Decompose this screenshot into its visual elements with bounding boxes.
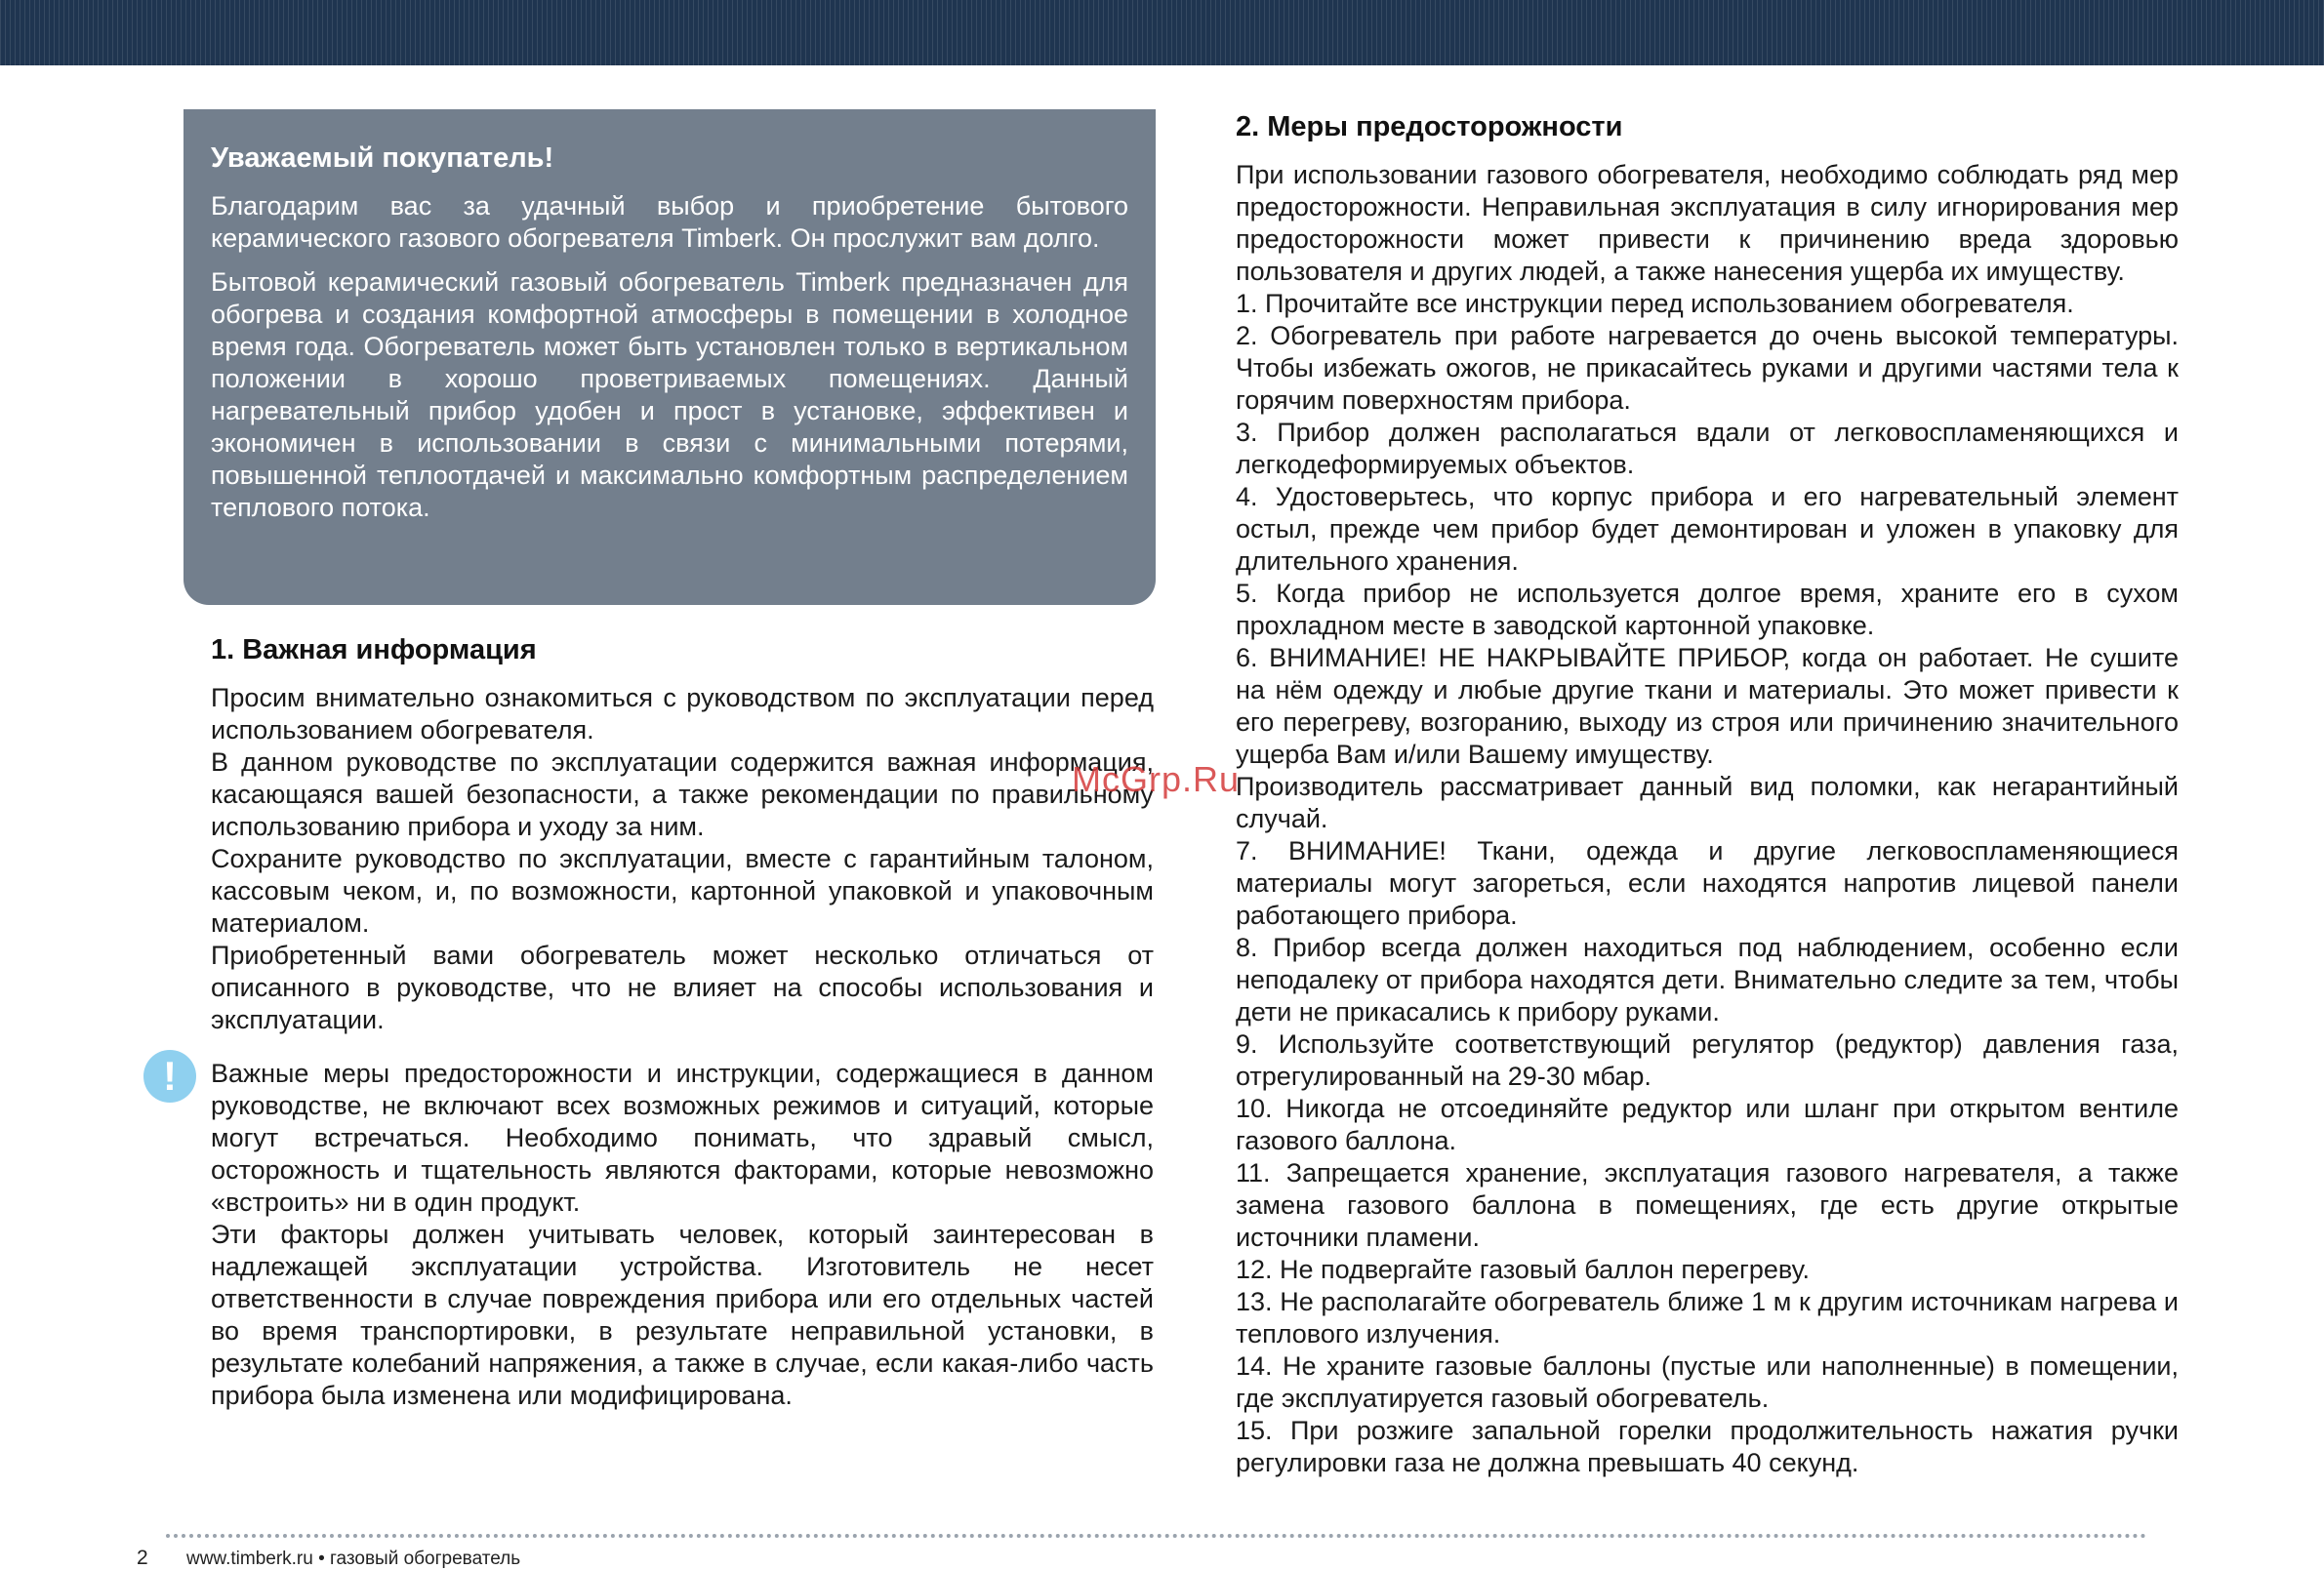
precaution-item: 2. Обогреватель при работе нагревается до очень высокой температуры. Чтобы избежать ожогов, не прикасайтесь руками и другими частями тела к горячим поверхностям прибора. <box>1236 321 2179 415</box>
section1-paragraph: Сохраните руководство по эксплуатации, вместе с гарантийным талоном, кассовым чеком, и, по возможности, картонной упаковкой и упаковочным материалом. <box>211 844 1154 938</box>
precaution-item: 14. Не храните газовые баллоны (пустые или наполненные) в помещении, где эксплуатируется газовый обогреватель. <box>1236 1351 2179 1413</box>
watermark: McGrp.Ru <box>1072 759 1241 799</box>
precaution-item: Производитель рассматривает данный вид поломки, как негарантийный случай. <box>1236 772 2179 833</box>
notice-paragraph: Важные меры предосторожности и инструкции, содержащиеся в данном руководстве, не включают всех возможных режимов и ситуаций, которые могут встречаться. Необходимо понимать, что здравый смысл, осторожность и тщательность являются факторами, которые невозможно «встроить» ни в один продукт. <box>211 1059 1154 1217</box>
section1-title: 1. Важная информация <box>211 634 537 665</box>
precaution-item: 7. ВНИМАНИЕ! Ткани, одежда и другие легковоспламеняющиеся материалы могут загореться, если находятся напротив лицевой панели работающего прибора. <box>1236 836 2179 930</box>
notice-paragraph: Эти факторы должен учитывать человек, который заинтересован в надлежащей эксплуатации устройства. Изготовитель не несет ответственности в случае повреждения прибора или его отдельных частей во время транспортировки, в результате неправильной установки, в результате колебаний напряжения, а также в случае, если какая-либо часть прибора была изменена или модифицирована. <box>211 1220 1154 1410</box>
section1-paragraph: Приобретенный вами обогреватель может несколько отличаться от описанного в руководстве, что не влияет на способы использования и эксплуатации. <box>211 941 1154 1034</box>
precaution-item: 4. Удостоверьтесь, что корпус прибора и его нагревательный элемент остыл, прежде чем прибор будет демонтирован и уложен в упаковку для длительного хранения. <box>1236 482 2179 576</box>
intro-title: Уважаемый покупатель! <box>211 142 554 174</box>
precaution-item: 3. Прибор должен располагаться вдали от легковоспламеняющихся и легкодеформируемых объектов. <box>1236 418 2179 479</box>
footer-text: www.timberk.ru • газовый обогреватель <box>185 1549 521 1569</box>
section1-notice <box>211 1058 1154 1412</box>
precaution-item: 1. Прочитайте все инструкции перед использованием обогревателя. <box>1236 289 2074 318</box>
exclamation-icon: ! <box>143 1050 196 1103</box>
precaution-item: 10. Никогда не отсоединяйте редуктор или шланг при открытом вентиле газового баллона. <box>1236 1094 2179 1155</box>
precaution-item: 13. Не располагайте обогреватель ближе 1 м к другим источникам нагрева и теплового излучения. <box>1236 1287 2179 1349</box>
page-footer <box>137 1547 520 1570</box>
section-precautions <box>1236 111 2179 1479</box>
precaution-item: 15. При розжиге запальной горелки продолжительность нажатия ручки регулировки газа не должна превышать 40 секунд. <box>1236 1416 2179 1477</box>
precaution-item: 8. Прибор всегда должен находиться под наблюдением, особенно если неподалеку от прибора находятся дети. Внимательно следите за тем, чтобы дети не прикасались к прибору руками. <box>1236 933 2179 1027</box>
precaution-item: 12. Не подвергайте газовый баллон перегреву. <box>1236 1255 1810 1284</box>
intro-paragraph: Благодарим вас за удачный выбор и приобретение бытового керамического газового обогревателя Timberk. Он прослужит вам долго. <box>211 191 1128 253</box>
section1-paragraph: В данном руководстве по эксплуатации содержится важная информация, касающаяся вашей безопасности, а также рекомендации по правильному использованию прибора и уходу за ним. <box>211 747 1154 841</box>
section2-title: 2. Меры предосторожности <box>1236 111 1623 142</box>
precaution-item: 11. Запрещается хранение, эксплуатация газового нагревателя, а также замена газового баллона в помещениях, где есть другие открытые источники пламени. <box>1236 1158 2179 1252</box>
precaution-item: 5. Когда прибор не используется долгое время, храните его в сухом прохладном месте в заводской картонной упаковке. <box>1236 579 2179 640</box>
intro-box <box>183 109 1156 605</box>
page-number: 2 <box>137 1547 148 1569</box>
precaution-item: 6. ВНИМАНИЕ! НЕ НАКРЫВАЙТЕ ПРИБОР, когда он работает. Не сушите на нём одежду и любые другие ткани и материалы. Это может привести к его перегреву, возгоранию, выходу из строя или причинению значительного ущерба Вам и/или Вашему имуществу. <box>1236 643 2179 769</box>
top-decorative-band <box>0 0 2324 65</box>
section1-paragraph: Просим внимательно ознакомиться с руководством по эксплуатации перед использованием обогревателя. <box>211 683 1154 745</box>
precaution-item: 9. Используйте соответствующий регулятор (редуктор) давления газа, отрегулированный на 29-30 мбар. <box>1236 1029 2179 1091</box>
footer-divider <box>166 1534 2147 1538</box>
section-important-info <box>211 634 1154 1036</box>
intro-paragraph: Бытовой керамический газовый обогреватель Timberk предназначен для обогрева и создания комфортной атмосферы в помещении в холодное время года. Обогреватель может быть установлен только в вертикальном положении в хорошо проветриваемых помещениях. Данный нагревательный прибор удобен и прост в установке, эффективен и экономичен в использовании в связи с минимальными потерями, повышенной теплоотдачей и максимально комфортным распределением теплового потока. <box>211 267 1128 522</box>
precaution-paragraph: При использовании газового обогревателя, необходимо соблюдать ряд мер предосторожности. Неправильная эксплуатация в силу игнорирования мер предосторожности может привести к причинению вреда здоровью пользователя и других людей, а также нанесения ущерба их имуществу. <box>1236 160 2179 286</box>
